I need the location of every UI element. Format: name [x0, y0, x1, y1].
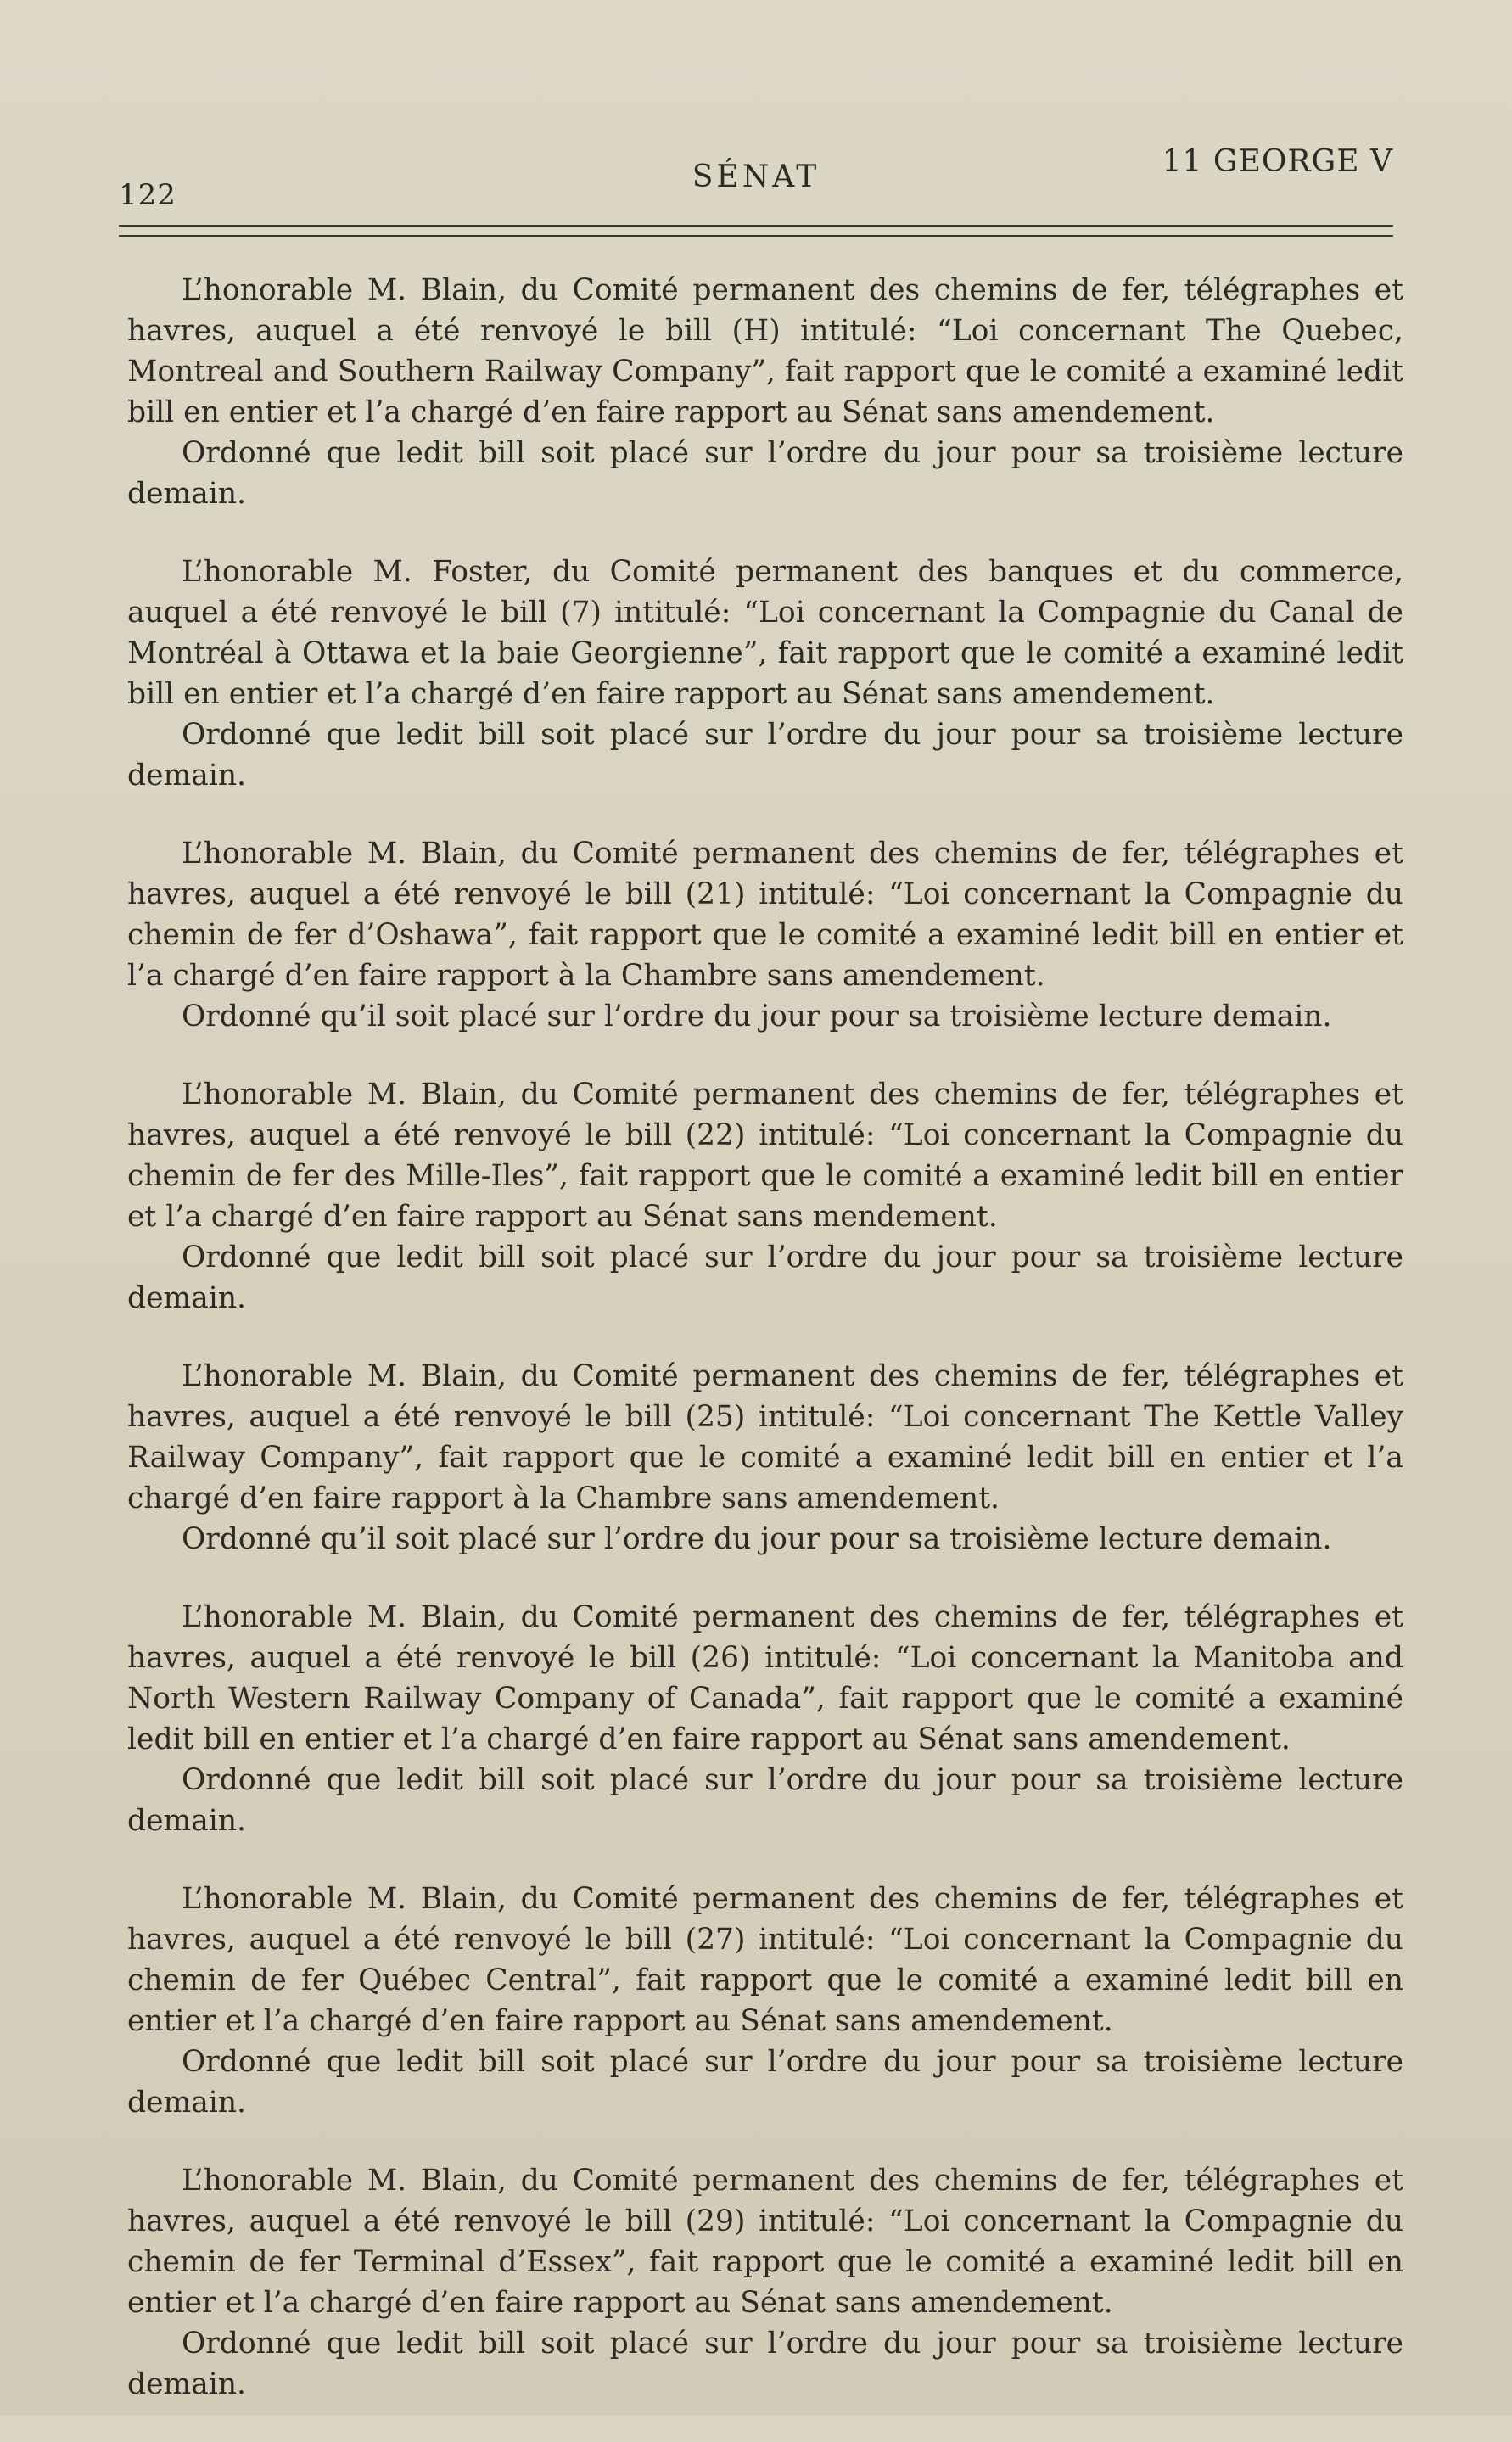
order-paragraph: Ordonné que ledit bill soit placé sur l’ordre du jour pour sa troisième lecture demain. [127, 436, 1403, 511]
report-paragraph: L’honorable M. Blain, du Comité permanent des chemins de fer, télégraphes et havres, auquel a été renvoyé le bill (27) intitulé: “Loi concernant la Compagnie du chemin de fer Québec Central”, fait rapport que le comité a examiné ledit bill en entier et l’a chargé d’en faire rapport au Sénat sans amendement. [127, 1882, 1403, 2038]
report-paragraph: L’honorable M. Blain, du Comité permanent des chemins de fer, télégraphes et havres, auquel a été renvoyé le bill (21) intitulé: “Loi concernant la Compagnie du chemin de fer d’Oshawa”, fait rapport que le comité a examiné ledit bill en entier et l’a chargé d’en faire rapport à la Chambre sans amendement. [127, 837, 1403, 993]
order-paragraph: Ordonné qu’il soit placé sur l’ordre du jour pour sa troisième lecture demain. [182, 1522, 1332, 1556]
committee-report-entry [127, 1879, 1403, 2123]
committee-report-entry [127, 1597, 1403, 1841]
committee-report-entry [127, 552, 1403, 796]
report-paragraph: L’honorable M. Blain, du Comité permanent des chemins de fer, télégraphes et havres, auquel a été renvoyé le bill (22) intitulé: “Loi concernant la Compagnie du chemin de fer des Mille-Iles”, fait rapport que le comité a examiné ledit bill en entier et l’a chargé d’en faire rapport au Sénat sans mendement. [127, 1078, 1403, 1234]
header-double-rule [119, 225, 1393, 237]
committee-report-entry [127, 833, 1403, 1037]
report-paragraph: L’honorable M. Foster, du Comité permanent des banques et du commerce, auquel a été renvoyé le bill (7) intitulé: “Loi concernant la Compagnie du Canal de Montréal à Ottawa et la baie Georgienne”, fait rapport que le comité a examiné ledit bill en entier et l’a chargé d’en faire rapport au Sénat sans amendement. [127, 555, 1403, 711]
order-paragraph: Ordonné qu’il soit placé sur l’ordre du jour pour sa troisième lecture demain. [182, 1000, 1332, 1033]
report-paragraph: L’honorable M. Blain, du Comité permanent des chemins de fer, télégraphes et havres, auquel a été renvoyé le bill (29) intitulé: “Loi concernant la Compagnie du chemin de fer Terminal d’Essex”, fait rapport que le comité a examiné ledit bill en entier et l’a chargé d’en faire rapport au Sénat sans amendement. [127, 2164, 1403, 2320]
regnal-year: 11 GEORGE V [1162, 144, 1393, 179]
rule-top [119, 225, 1393, 227]
running-title: SÉNAT [692, 160, 820, 194]
committee-report-entry [127, 2160, 1403, 2405]
rule-bottom [119, 235, 1393, 237]
committee-report-entry [127, 1356, 1403, 1560]
document-body [127, 270, 1403, 2442]
order-paragraph: Ordonné que ledit bill soit placé sur l’ordre du jour pour sa troisième lecture demain. [127, 1241, 1403, 1315]
report-paragraph: L’honorable M. Blain, du Comité permanent des chemins de fer, télégraphes et havres, auquel a été renvoyé le bill (26) intitulé: “Loi concernant la Manitoba and North Western Railway Company of Canada”, fait rapport que le comité a examiné ledit bill en entier et l’a chargé d’en faire rapport au Sénat sans amendement. [127, 1600, 1403, 1756]
order-paragraph: Ordonné que ledit bill soit placé sur l’ordre du jour pour sa troisième lecture demain. [127, 2327, 1403, 2401]
report-paragraph: L’honorable M. Blain, du Comité permanent des chemins de fer, télégraphes et havres, auquel a été renvoyé le bill (25) intitulé: “Loi concernant The Kettle Valley Railway Company”, fait rapport que le comité a examiné ledit bill en entier et l’a chargé d’en faire rapport à la Chambre sans amendement. [127, 1359, 1403, 1515]
order-paragraph: Ordonné que ledit bill soit placé sur l’ordre du jour pour sa troisième lecture demain. [127, 1763, 1403, 1838]
report-paragraph: L’honorable M. Blain, du Comité permanent des chemins de fer, télégraphes et havres, auquel a été renvoyé le bill (H) intitulé: “Loi concernant The Quebec, Montreal and Southern Railway Company”, fait rapport que le comité a examiné ledit bill en entier et l’a chargé d’en faire rapport au Sénat sans amendement. [127, 273, 1403, 429]
page-header [119, 144, 1393, 212]
committee-report-entry [127, 270, 1403, 514]
committee-report-entry [127, 1074, 1403, 1319]
order-paragraph: Ordonné que ledit bill soit placé sur l’ordre du jour pour sa troisième lecture demain. [127, 718, 1403, 793]
order-paragraph: Ordonné que ledit bill soit placé sur l’ordre du jour pour sa troisième lecture demain. [127, 2045, 1403, 2120]
page-number: 122 [119, 178, 176, 212]
